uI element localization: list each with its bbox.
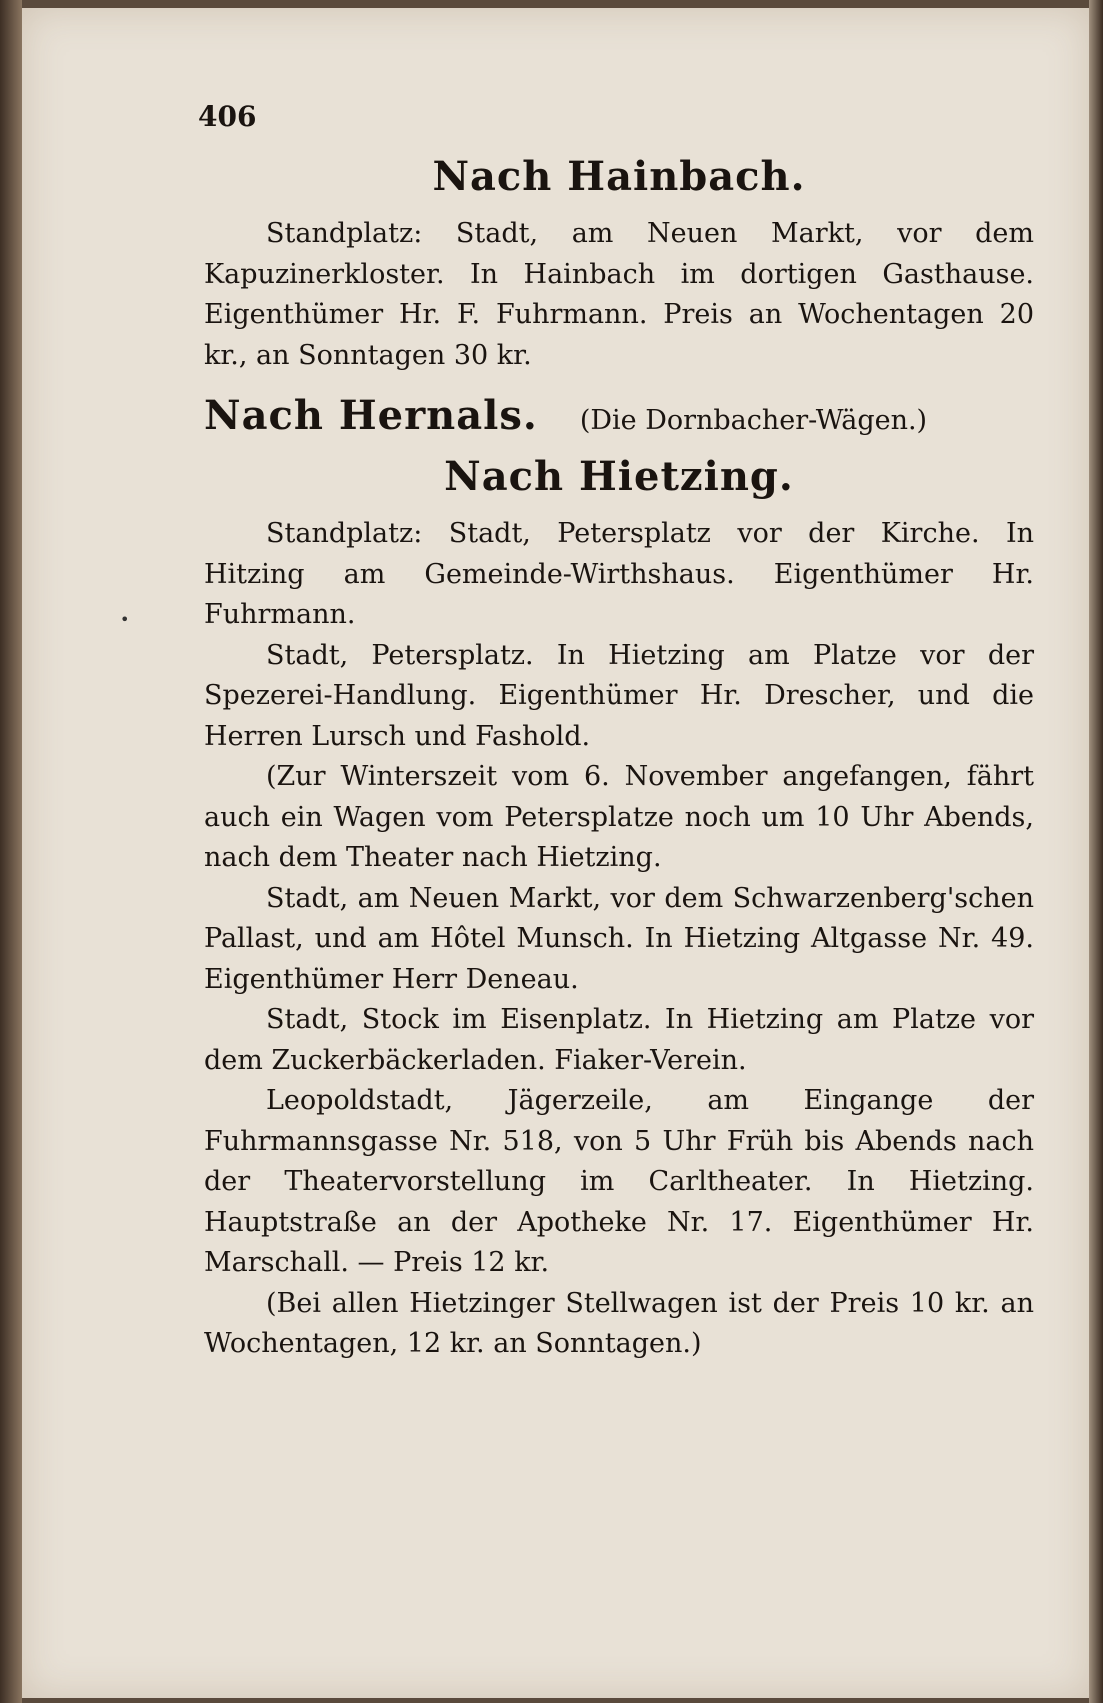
paragraph-hietzing-5: Stadt, Stock im Eisenplatz. In Hietzing am Platze vor dem Zuckerbäckerladen. Fiaker-Verein. <box>204 1004 1034 1076</box>
margin-mark: • <box>120 610 130 629</box>
paragraph-hietzing-4: Stadt, am Neuen Markt, vor dem Schwarzenberg'schen Pallast, und am Hôtel Munsch. In Hietzing Altgasse Nr. 49. Eigenthümer Herr Deneau. <box>204 882 1034 995</box>
paragraph-hietzing-7: (Bei allen Hietzinger Stellwagen ist der Preis 10 kr. an Wochentagen, 12 kr. an Sonntagen.) <box>204 1287 1034 1359</box>
heading-hietzing: Nach Hietzing. <box>444 453 794 500</box>
paragraph-hietzing-1: Standplatz: Stadt, Petersplatz vor der Kirche. In Hitzing am Gemeinde-Wirthshaus. Eigenthümer Hr. Fuhrmann. <box>204 518 1034 630</box>
page-text-block <box>198 100 1034 1365</box>
paragraph-hainbach: Standplatz: Stadt, am Neuen Markt, vor dem Kapuzinerkloster. In Hainbach im dortigen Gasthause. Eigenthümer Hr. F. Fuhrmann. Preis an Wochentagen 20 kr., an Sonntagen 30 kr. <box>204 218 1034 371</box>
page-number: 406 <box>198 100 257 133</box>
paragraph-hietzing-2: Stadt, Petersplatz. In Hietzing am Platze vor der Spezerei-Handlung. Eigenthümer Hr. Drescher, und die Herren Lursch und Fashold. <box>204 639 1034 752</box>
paragraph-hietzing-6: Leopoldstadt, Jägerzeile, am Eingange der Fuhrmannsgasse Nr. 518, von 5 Uhr Früh bis Abends nach der Theatervorstellung im Carltheater. In Hietzing. Hauptstraße an der Apotheke Nr. 17. Eigenthümer Hr. Marschall. — Preis 12 kr. <box>204 1085 1034 1278</box>
heading-row-hernals <box>204 392 1034 439</box>
page-stack-edge <box>1089 0 1103 1703</box>
heading-hernals-note: (Die Dornbacher-Wägen.) <box>579 405 928 436</box>
heading-hainbach: Nach Hainbach. <box>432 153 806 200</box>
paragraph-hietzing-3: (Zur Winterszeit vom 6. November angefangen, fährt auch ein Wagen vom Petersplatze noch um 10 Uhr Abends, nach dem Theater nach Hietzing. <box>204 761 1034 873</box>
heading-hernals: Nach Hernals. <box>204 392 538 439</box>
book-spine-edge <box>0 0 22 1703</box>
